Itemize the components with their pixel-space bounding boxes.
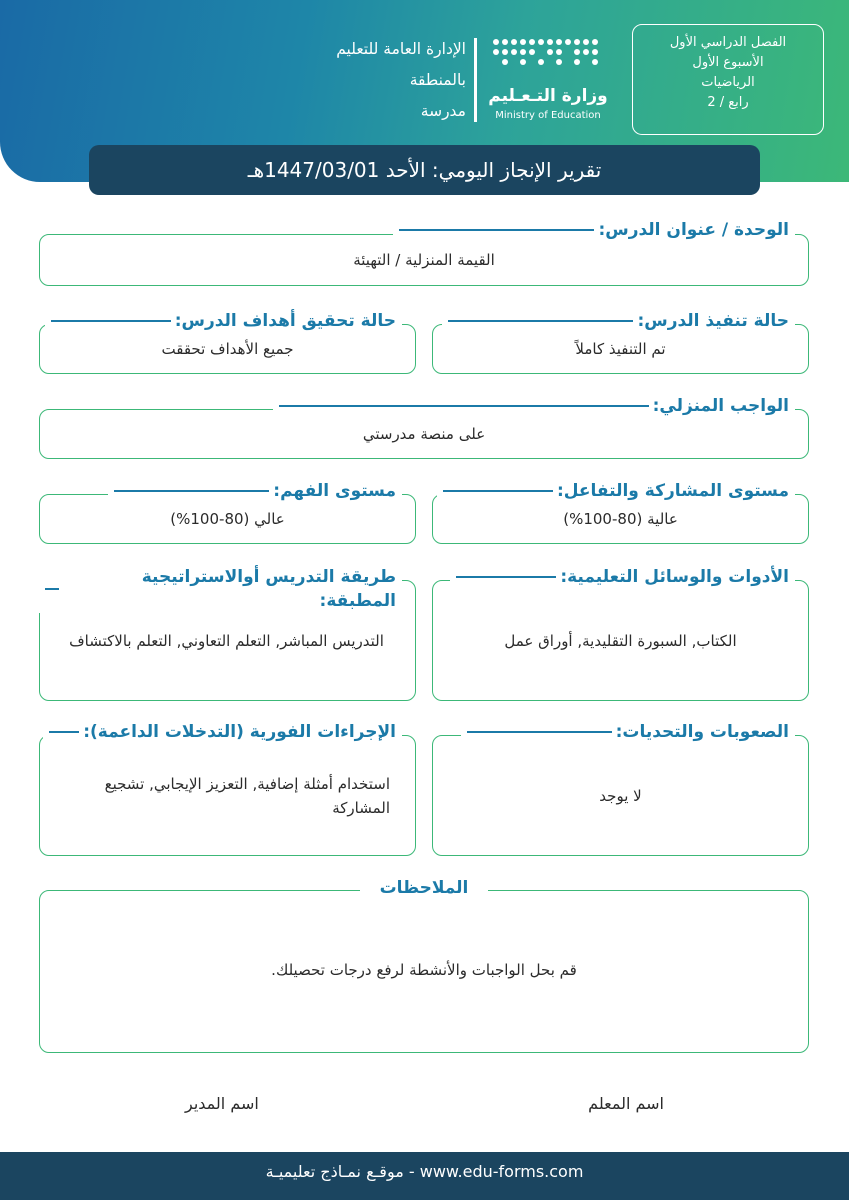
principal-signature-label: اسم المدير	[185, 1094, 259, 1113]
field-strategy-label: طريقة التدريس أوالاستراتيجية المطبقة:	[39, 565, 402, 613]
field-execution-status-label: حالة تنفيذ الدرس:	[442, 309, 795, 333]
report-title: تقرير الإنجاز اليومي: الأحد 1447/03/01هـ	[89, 145, 760, 195]
field-tools-label: الأدوات والوسائل التعليمية:	[450, 565, 795, 589]
field-understanding	[39, 479, 416, 544]
field-actions	[39, 720, 416, 856]
field-strategy	[39, 565, 416, 701]
admin-line-2: بالمنطقة	[409, 71, 466, 89]
field-execution-status-value: تم التنفيذ كاملاً	[575, 340, 666, 358]
field-homework-value: على منصة مدرستي	[362, 425, 486, 443]
field-homework-label: الواجب المنزلي:	[273, 394, 795, 418]
field-understanding-value: عالي (80-100%)	[170, 510, 285, 528]
field-unit	[39, 218, 809, 286]
ministry-name-en: Ministry of Education	[495, 110, 601, 121]
ministry-name-ar: وزارة التـعـليم	[488, 86, 608, 106]
semester-text: الفصل الدراسي الأول	[669, 35, 787, 50]
field-tools-value: الكتاب, السبورة التقليدية, أوراق عمل	[504, 631, 737, 650]
field-challenges-value: لا يوجد	[599, 786, 642, 805]
footer-bar	[0, 1152, 849, 1200]
ministry-logo-dots-icon	[488, 36, 608, 84]
notes-value: قم بحل الواجبات والأنشطة لرفع درجات تحصيلك.	[271, 961, 577, 979]
field-actions-label: الإجراءات الفورية (التدخلات الداعمة):	[43, 720, 402, 744]
subject-text: الرياضيات	[701, 75, 755, 90]
header-divider	[474, 38, 477, 122]
field-execution-status	[432, 309, 809, 374]
field-goals-status-label: حالة تحقيق أهداف الدرس:	[45, 309, 402, 333]
week-text: الأسبوع الأول	[692, 55, 764, 70]
field-participation	[432, 479, 809, 544]
admin-block	[300, 34, 466, 127]
field-participation-label: مستوى المشاركة والتفاعل:	[437, 479, 795, 503]
field-homework	[39, 394, 809, 459]
teacher-signature-label: اسم المعلم	[588, 1094, 664, 1113]
footer-link[interactable]: www.edu-forms.com - موقـع نمـاذج تعليميـة	[265, 1162, 584, 1181]
field-unit-label: الوحدة / عنوان الدرس:	[393, 218, 795, 242]
grade-text: رابع / 2	[707, 95, 749, 110]
admin-line-1: الإدارة العامة للتعليم	[336, 40, 466, 58]
class-info-box	[632, 24, 824, 135]
field-actions-value: استخدام أمثلة إضافية, التعزيز الإيجابي, تشجيع المشاركة	[104, 774, 390, 817]
field-challenges-label: الصعوبات والتحديات:	[461, 720, 795, 744]
notes-label: الملاحظات	[360, 876, 488, 900]
field-goals-status-value: جميع الأهداف تحققت	[161, 340, 294, 358]
field-unit-value: القيمة المنزلية / التهيئة	[353, 251, 495, 269]
field-goals-status	[39, 309, 416, 374]
field-tools	[432, 565, 809, 701]
field-understanding-label: مستوى الفهم:	[108, 479, 402, 503]
admin-line-3: مدرسة	[420, 102, 466, 120]
ministry-logo	[488, 36, 608, 126]
field-strategy-value: التدريس المباشر, التعلم التعاوني, التعلم بالاكتشاف	[69, 631, 384, 650]
field-challenges	[432, 720, 809, 856]
field-participation-value: عالية (80-100%)	[563, 510, 678, 528]
